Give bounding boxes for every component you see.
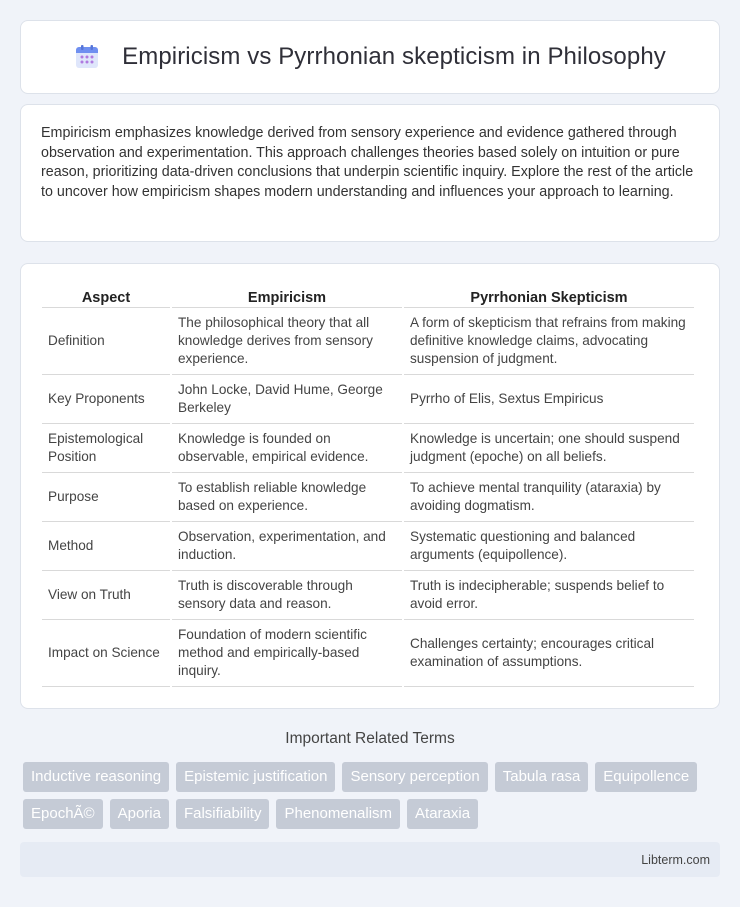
related-term-tag[interactable]: Falsifiability (176, 799, 270, 829)
table-cell: Truth is indecipherable; suspends belief to avoid error. (404, 571, 694, 620)
related-term-tag[interactable]: Ataraxia (407, 799, 478, 829)
table-row (42, 424, 694, 473)
table-cell: John Locke, David Hume, George Berkeley (172, 375, 402, 424)
table-cell: Key Proponents (42, 375, 170, 424)
column-header-pyrrhonian: Pyrrhonian Skepticism (404, 284, 694, 308)
related-term-tag[interactable]: EpochÃ© (23, 799, 103, 829)
table-header-row (42, 284, 694, 308)
table-cell: Knowledge is founded on observable, empirical evidence. (172, 424, 402, 473)
table-cell: The philosophical theory that all knowledge derives from sensory experience. (172, 308, 402, 375)
title-card (20, 20, 720, 94)
table-cell: Foundation of modern scientific method and empirically-based inquiry. (172, 620, 402, 687)
footer-site-link[interactable]: Libterm.com (641, 852, 710, 867)
page-title: Empiricism vs Pyrrhonian skepticism in Philosophy (122, 43, 666, 70)
table-row (42, 375, 694, 424)
table-cell: Knowledge is uncertain; one should suspend judgment (epoche) on all beliefs. (404, 424, 694, 473)
table-cell: Purpose (42, 473, 170, 522)
intro-paragraph: Empiricism emphasizes knowledge derived from sensory experience and evidence gathered through observation and experimentation. This approach challenges theories based solely on intuition or pure reason, prioritizing data-driven conclusions that underpin scientific inquiry. Explore the rest of the article to uncover how empiricism shapes modern understanding and influences your approach to learning. (41, 125, 694, 200)
footer (20, 842, 720, 877)
related-term-tag[interactable]: Phenomenalism (276, 799, 400, 829)
table-cell: Impact on Science (42, 620, 170, 687)
table-cell: Method (42, 522, 170, 571)
table-cell: Observation, experimentation, and induction. (172, 522, 402, 571)
related-term-tag[interactable]: Aporia (110, 799, 169, 829)
related-term-tag[interactable]: Epistemic justification (176, 762, 335, 792)
comparison-table (40, 284, 696, 687)
table-cell: Definition (42, 308, 170, 375)
table-row (42, 571, 694, 620)
table-cell: A form of skepticism that refrains from making definitive knowledge claims, advocating suspension of judgment. (404, 308, 694, 375)
table-cell: Pyrrho of Elis, Sextus Empiricus (404, 375, 694, 424)
table-cell: Systematic questioning and balanced arguments (equipollence). (404, 522, 694, 571)
table-row (42, 473, 694, 522)
table-row (42, 308, 694, 375)
calendar-icon (74, 44, 100, 70)
comparison-table-card (20, 263, 720, 709)
table-row (42, 522, 694, 571)
related-term-tag[interactable]: Tabula rasa (495, 762, 589, 792)
related-term-tag[interactable]: Inductive reasoning (23, 762, 169, 792)
column-header-empiricism: Empiricism (172, 284, 402, 308)
intro-card (20, 104, 720, 242)
column-header-aspect: Aspect (42, 284, 170, 308)
table-cell: View on Truth (42, 571, 170, 620)
related-terms-list (23, 762, 723, 829)
table-cell: To establish reliable knowledge based on experience. (172, 473, 402, 522)
related-terms-title: Important Related Terms (285, 730, 455, 747)
related-term-tag[interactable]: Sensory perception (342, 762, 487, 792)
related-term-tag[interactable]: Equipollence (595, 762, 697, 792)
table-cell: To achieve mental tranquility (ataraxia) by avoiding dogmatism. (404, 473, 694, 522)
table-row (42, 620, 694, 687)
table-cell: Challenges certainty; encourages critical examination of assumptions. (404, 620, 694, 687)
table-cell: Epistemological Position (42, 424, 170, 473)
table-cell: Truth is discoverable through sensory data and reason. (172, 571, 402, 620)
